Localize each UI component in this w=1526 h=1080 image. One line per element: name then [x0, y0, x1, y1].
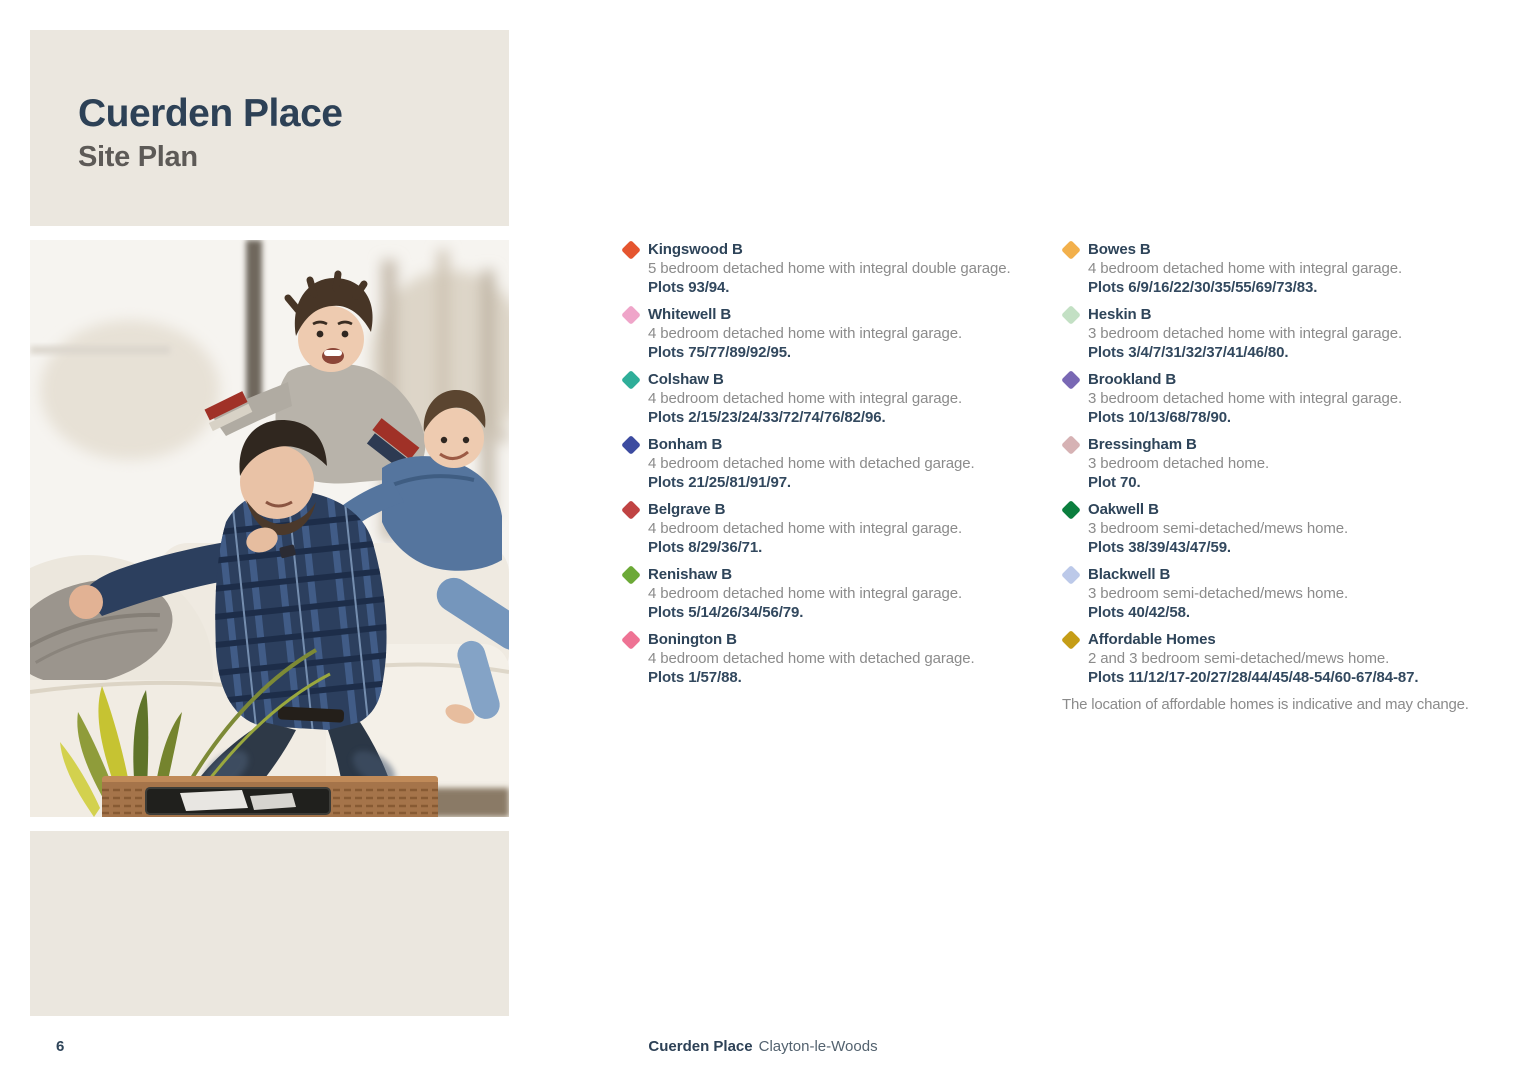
house-type-name: Bowes B — [1088, 241, 1151, 258]
house-type-name: Affordable Homes — [1088, 631, 1216, 648]
house-type-name: Bonham B — [648, 436, 723, 453]
house-type-description: 5 bedroom detached home with integral double garage. — [648, 260, 1011, 277]
legend-item-text — [648, 240, 1062, 297]
plot-marker-cell — [622, 565, 648, 582]
house-type-name: Colshaw B — [648, 371, 724, 388]
plot-diamond-icon — [621, 240, 641, 260]
house-type-plots: Plots 3/4/7/31/32/37/41/46/80. — [1088, 344, 1289, 361]
legend-item — [622, 500, 1062, 557]
legend-item — [622, 370, 1062, 427]
plot-marker-cell — [622, 630, 648, 647]
legend-item — [1062, 565, 1502, 622]
legend-item — [622, 565, 1062, 622]
legend-item-text — [648, 370, 1062, 427]
plot-diamond-icon — [1061, 435, 1081, 455]
plot-marker-cell — [622, 500, 648, 517]
house-type-name: Oakwell B — [1088, 501, 1159, 518]
plot-diamond-icon — [621, 370, 641, 390]
legend-item — [1062, 500, 1502, 557]
house-type-plots: Plots 8/29/36/71. — [648, 539, 763, 556]
legend-item-text — [1088, 565, 1502, 622]
page-title: Cuerden Place — [78, 92, 343, 135]
plot-marker-cell — [1062, 370, 1088, 387]
legend-column-2 — [1062, 240, 1502, 714]
plot-diamond-icon — [1061, 305, 1081, 325]
footer-location: Clayton-le-Woods — [758, 1038, 878, 1055]
footer-line — [0, 1038, 1526, 1055]
plot-marker-cell — [1062, 630, 1088, 647]
plot-marker-cell — [622, 240, 648, 257]
house-type-plots: Plots 6/9/16/22/30/35/55/69/73/83. — [1088, 279, 1318, 296]
house-type-description: 3 bedroom detached home with integral garage. — [1088, 325, 1403, 342]
plot-diamond-icon — [621, 435, 641, 455]
legend-item-text — [1088, 435, 1502, 492]
house-type-plots: Plots 1/57/88. — [648, 669, 742, 686]
family-photo — [30, 240, 509, 817]
legend-item-text — [648, 630, 1062, 687]
plot-diamond-icon — [621, 500, 641, 520]
legend-item — [1062, 435, 1502, 492]
legend-item — [1062, 630, 1502, 687]
house-type-name: Bressingham B — [1088, 436, 1197, 453]
house-type-plots: Plots 11/12/17-20/27/28/44/45/48-54/60-67/84-87. — [1088, 669, 1419, 686]
legend-item-text — [1088, 240, 1502, 297]
house-type-plots: Plots 93/94. — [648, 279, 730, 296]
plot-diamond-icon — [1061, 240, 1081, 260]
affordable-homes-note: The location of affordable homes is indicative and may change. — [1062, 696, 1469, 713]
legend-item-text — [648, 500, 1062, 557]
plot-marker-cell — [622, 370, 648, 387]
legend-item — [1062, 240, 1502, 297]
bottom-beige-panel — [30, 831, 509, 1016]
legend-item — [622, 305, 1062, 362]
page-number: 6 — [56, 1038, 65, 1055]
legend-item-text — [1088, 500, 1502, 557]
plot-diamond-icon — [1061, 630, 1081, 650]
house-type-description: 4 bedroom detached home with detached garage. — [648, 650, 975, 667]
house-type-plots: Plots 38/39/43/47/59. — [1088, 539, 1232, 556]
footer-development-name: Cuerden Place — [648, 1038, 753, 1055]
house-type-description: 4 bedroom detached home with integral garage. — [648, 390, 963, 407]
house-type-description: 3 bedroom detached home with integral garage. — [1088, 390, 1403, 407]
plot-marker-cell — [1062, 240, 1088, 257]
legend-item-text — [1088, 370, 1502, 427]
house-type-description: 4 bedroom detached home with integral garage. — [648, 520, 963, 537]
house-type-description: 4 bedroom detached home with detached garage. — [648, 455, 975, 472]
plot-marker-cell — [1062, 435, 1088, 452]
legend-item-text — [1088, 305, 1502, 362]
family-photo-illustration — [30, 240, 509, 817]
legend-item — [1062, 305, 1502, 362]
house-type-name: Heskin B — [1088, 306, 1152, 323]
page-subtitle: Site Plan — [78, 140, 198, 173]
house-type-name: Renishaw B — [648, 566, 733, 583]
plot-diamond-icon — [1061, 565, 1081, 585]
plot-diamond-icon — [621, 630, 641, 650]
house-type-plots: Plots 75/77/89/92/95. — [648, 344, 792, 361]
house-type-description: 3 bedroom detached home. — [1088, 455, 1270, 472]
legend-item-text — [648, 435, 1062, 492]
house-type-description: 4 bedroom detached home with integral garage. — [1088, 260, 1403, 277]
house-type-description: 4 bedroom detached home with integral garage. — [648, 325, 963, 342]
legend-item-text — [1088, 630, 1502, 687]
legend-item — [622, 240, 1062, 297]
house-type-plots: Plots 2/15/23/24/33/72/74/76/82/96. — [648, 409, 886, 426]
plot-diamond-icon — [621, 565, 641, 585]
plot-marker-cell — [622, 435, 648, 452]
legend-item — [622, 435, 1062, 492]
house-type-plots: Plot 70. — [1088, 474, 1141, 491]
plot-diamond-icon — [621, 305, 641, 325]
plot-diamond-icon — [1061, 500, 1081, 520]
house-type-name: Brookland B — [1088, 371, 1177, 388]
house-type-plots: Plots 21/25/81/91/97. — [648, 474, 792, 491]
legend-item-text — [648, 565, 1062, 622]
plot-marker-cell — [1062, 500, 1088, 517]
legend-items-group-1 — [622, 240, 1062, 687]
house-type-description: 4 bedroom detached home with integral garage. — [648, 585, 963, 602]
title-panel — [30, 30, 509, 226]
legend-item-text — [648, 305, 1062, 362]
legend-column-1 — [622, 240, 1062, 695]
plot-marker-cell — [622, 305, 648, 322]
plot-diamond-icon — [1061, 370, 1081, 390]
house-type-name: Whitewell B — [648, 306, 732, 323]
house-type-name: Blackwell B — [1088, 566, 1171, 583]
house-type-name: Belgrave B — [648, 501, 726, 518]
house-type-name: Kingswood B — [648, 241, 743, 258]
plot-marker-cell — [1062, 565, 1088, 582]
legend-item — [1062, 370, 1502, 427]
house-type-description: 3 bedroom semi-detached/mews home. — [1088, 585, 1349, 602]
house-type-plots: Plots 5/14/26/34/56/79. — [648, 604, 804, 621]
house-type-description: 3 bedroom semi-detached/mews home. — [1088, 520, 1349, 537]
plot-marker-cell — [1062, 305, 1088, 322]
house-type-description: 2 and 3 bedroom semi-detached/mews home. — [1088, 650, 1390, 667]
house-type-name: Bonington B — [648, 631, 737, 648]
house-type-plots: Plots 10/13/68/78/90. — [1088, 409, 1232, 426]
legend-item — [622, 630, 1062, 687]
house-type-plots: Plots 40/42/58. — [1088, 604, 1190, 621]
legend-items-group-2 — [1062, 240, 1502, 687]
